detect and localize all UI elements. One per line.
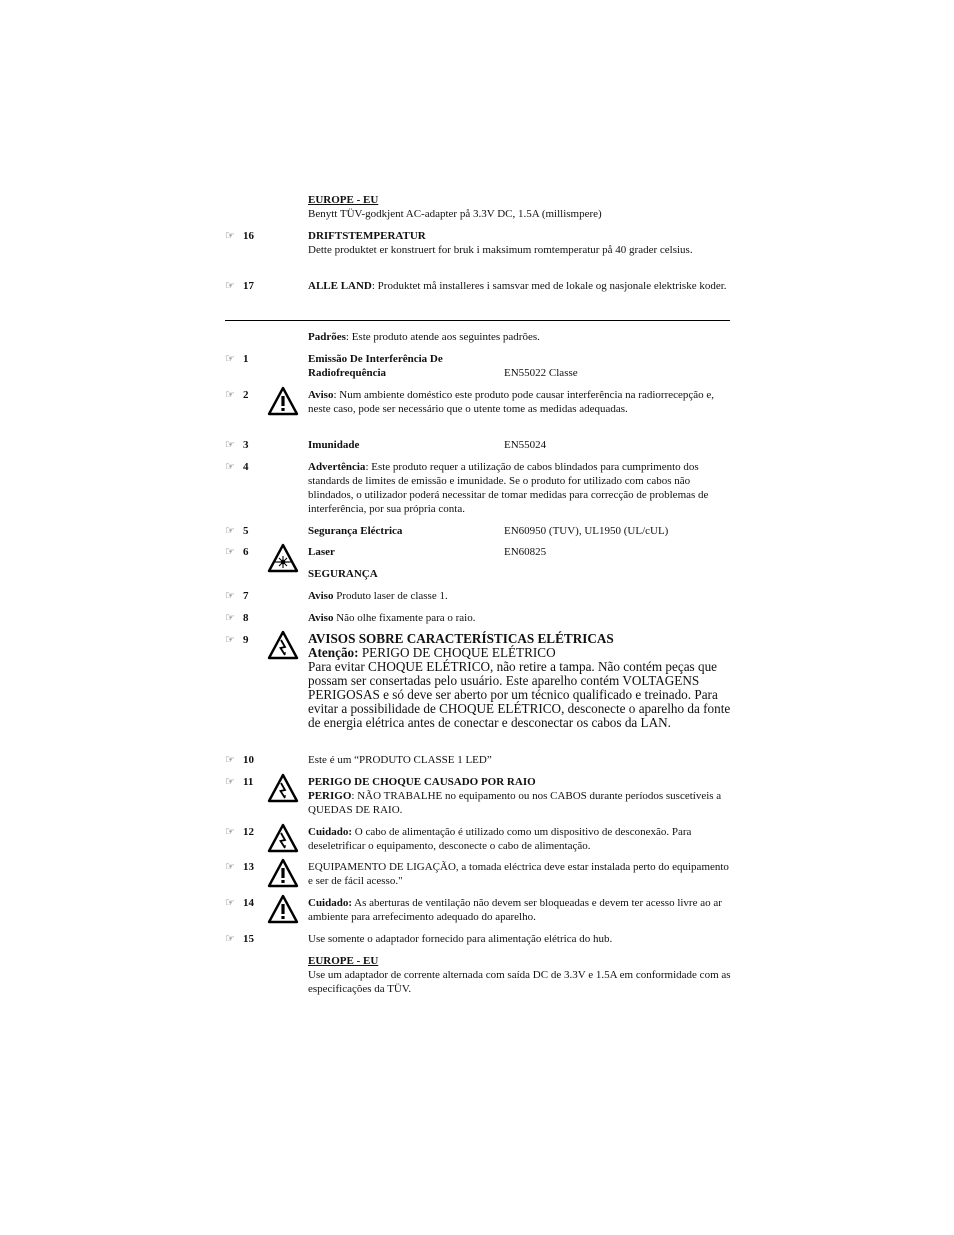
item-title: Aviso bbox=[308, 612, 334, 624]
intro-title: Padrões bbox=[308, 331, 346, 343]
item-number: ☞ 14 bbox=[225, 897, 254, 909]
item-number: ☞ 1 bbox=[225, 353, 249, 365]
europe-block bbox=[308, 193, 732, 221]
warning-triangle-icon bbox=[267, 386, 299, 416]
pointing-hand-icon: ☞ bbox=[225, 353, 234, 365]
pointing-hand-icon: ☞ bbox=[225, 280, 234, 292]
item-text: : NÃO TRABALHE no equipamento ou nos CABOS durante períodos suscetíveis a QUEDAS DE RAIO. bbox=[308, 790, 722, 816]
europe-text: Benytt TÜV-godkjent AC-adapter på 3.3V DC, 1.5A (millismpere) bbox=[308, 208, 602, 220]
pointing-hand-icon: ☞ bbox=[225, 439, 234, 451]
item-number: ☞ 17 bbox=[225, 280, 254, 292]
item-text: Dette produktet er konstruert for bruk i maksimum romtemperatur på 40 grader celsius. bbox=[308, 244, 693, 256]
item-text: O cabo de alimentação é utilizado como um dispositivo de desconexão. Para deseletrificar o equipamento, desconecte o cabo de alimentação. bbox=[308, 826, 692, 852]
laser-warning-icon bbox=[267, 543, 299, 573]
pointing-hand-icon: ☞ bbox=[225, 546, 234, 558]
item-number: ☞ 12 bbox=[225, 826, 254, 838]
intro-text: : Este produto atende aos seguintes padrões. bbox=[345, 331, 540, 343]
item-text: : Este produto requer a utilização de cabos blindados para cumprimento dos standards de limites de emissão e imunidade. Se o produto for utilizado com cabos não blindados, o utilizador poderá necessitar de tomar medidas para correcção de problemas de interferência, por sua própria conta. bbox=[308, 461, 709, 515]
europe-text: Use um adaptador de corrente alternada com saída DC de 3.3V e 1.5A em conformidade com as especificações da TÜV. bbox=[308, 969, 731, 995]
item-number: ☞ 10 bbox=[225, 754, 254, 766]
item-title: Aviso bbox=[308, 590, 334, 602]
item-title: ALLE LAND bbox=[308, 280, 372, 292]
section-divider bbox=[225, 320, 730, 321]
item-title: DRIFTSTEMPERATUR bbox=[308, 230, 426, 242]
item-number: ☞ 6 bbox=[225, 546, 249, 558]
item-text: EQUIPAMENTO DE LIGAÇÃO, a tomada eléctrica deve estar instalada perto do equipamento e ser de fácil acesso." bbox=[308, 861, 729, 887]
item-title: Emissão De Interferência De Radiofrequência bbox=[308, 353, 443, 379]
item-title: AVISOS SOBRE CARACTERÍSTICAS ELÉTRICAS bbox=[308, 631, 614, 646]
pointing-hand-icon: ☞ bbox=[225, 826, 234, 838]
item-text: Não olhe fixamente para o raio. bbox=[333, 612, 476, 624]
item-text: Use somente o adaptador fornecido para alimentação elétrica do hub. bbox=[308, 933, 613, 945]
pointing-hand-icon: ☞ bbox=[225, 389, 234, 401]
pointing-hand-icon: ☞ bbox=[225, 230, 234, 242]
item-standard: EN60825 bbox=[504, 546, 547, 558]
pointing-hand-icon: ☞ bbox=[225, 754, 234, 766]
item-title: Segurança Eléctrica bbox=[308, 525, 403, 537]
pointing-hand-icon: ☞ bbox=[225, 461, 234, 473]
item-number: ☞ 16 bbox=[225, 230, 254, 242]
item-title: Aviso bbox=[308, 389, 334, 401]
item-number: ☞ 11 bbox=[225, 776, 254, 788]
warning-triangle-icon bbox=[267, 894, 299, 924]
item-title: Imunidade bbox=[308, 439, 360, 451]
pointing-hand-icon: ☞ bbox=[225, 525, 234, 537]
item-subtitle: PERIGO bbox=[308, 790, 352, 802]
item-subtitle: SEGURANÇA bbox=[308, 568, 378, 580]
europe-title: EUROPE - EU bbox=[308, 194, 379, 206]
pointing-hand-icon: ☞ bbox=[225, 612, 234, 624]
electric-shock-icon bbox=[267, 773, 299, 803]
item-number: ☞ 8 bbox=[225, 612, 249, 624]
item-standard: EN55022 Classe bbox=[504, 367, 578, 379]
item-number: ☞ 4 bbox=[225, 461, 249, 473]
item-number: ☞ 5 bbox=[225, 525, 249, 537]
item-text: Para evitar CHOQUE ELÉTRICO, não retire a tampa. Não contém peças que possam ser consertadas pelo usuário. Este aparelho contém VOLTAGENS PERIGOSAS e só deve ser aberto por um técnico qualificado e treinado. Para evitar a possibilidade de CHOQUE ELÉTRICO, desconecte o aparelho da fonte de energia elétrica antes de conectar e desconectar os cabos da LAN. bbox=[308, 659, 731, 730]
item-text: Este é um “PRODUTO CLASSE 1 LED” bbox=[308, 754, 492, 766]
electric-shock-icon bbox=[267, 630, 299, 660]
item-number: ☞ 15 bbox=[225, 933, 254, 945]
pointing-hand-icon: ☞ bbox=[225, 861, 234, 873]
item-title: Cuidado: bbox=[308, 826, 353, 838]
item-text: As aberturas de ventilação não devem ser bloqueadas e devem ter acesso livre ao ar ambiente para arrefecimento adequado do aparelho. bbox=[308, 897, 722, 923]
item-number: ☞ 2 bbox=[225, 389, 249, 401]
pointing-hand-icon: ☞ bbox=[225, 776, 234, 788]
pointing-hand-icon: ☞ bbox=[225, 590, 234, 602]
item-subtext: PERIGO DE CHOQUE ELÉTRICO bbox=[358, 645, 556, 660]
item-title: Advertência bbox=[308, 461, 366, 473]
pointing-hand-icon: ☞ bbox=[225, 897, 234, 909]
europe-title: EUROPE - EU bbox=[308, 955, 379, 967]
item-title: PERIGO DE CHOQUE CAUSADO POR RAIO bbox=[308, 776, 536, 788]
item-text: : Num ambiente doméstico este produto pode causar interferência na radiorrecepção e, neste caso, pode ser necessário que o utente tome as medidas adequadas. bbox=[308, 389, 715, 415]
item-text: : Produktet må installeres i samsvar med de lokale og nasjonale elektriske koder. bbox=[371, 280, 727, 292]
item-number: ☞ 9 bbox=[225, 634, 249, 646]
electric-shock-icon bbox=[267, 823, 299, 853]
item-standard: EN55024 bbox=[504, 439, 547, 451]
item-text: Produto laser de classe 1. bbox=[333, 590, 448, 602]
pointing-hand-icon: ☞ bbox=[225, 933, 234, 945]
pointing-hand-icon: ☞ bbox=[225, 634, 234, 646]
item-number: ☞ 7 bbox=[225, 590, 249, 602]
item-title: Cuidado: bbox=[308, 897, 353, 909]
item-subtitle: Atenção: bbox=[308, 645, 359, 660]
item-title: Laser bbox=[308, 546, 335, 558]
item-standard: EN60950 (TUV), UL1950 (UL/cUL) bbox=[504, 525, 669, 537]
warning-triangle-icon bbox=[267, 858, 299, 888]
item-number: ☞ 3 bbox=[225, 439, 249, 451]
item-number: ☞ 13 bbox=[225, 861, 254, 873]
